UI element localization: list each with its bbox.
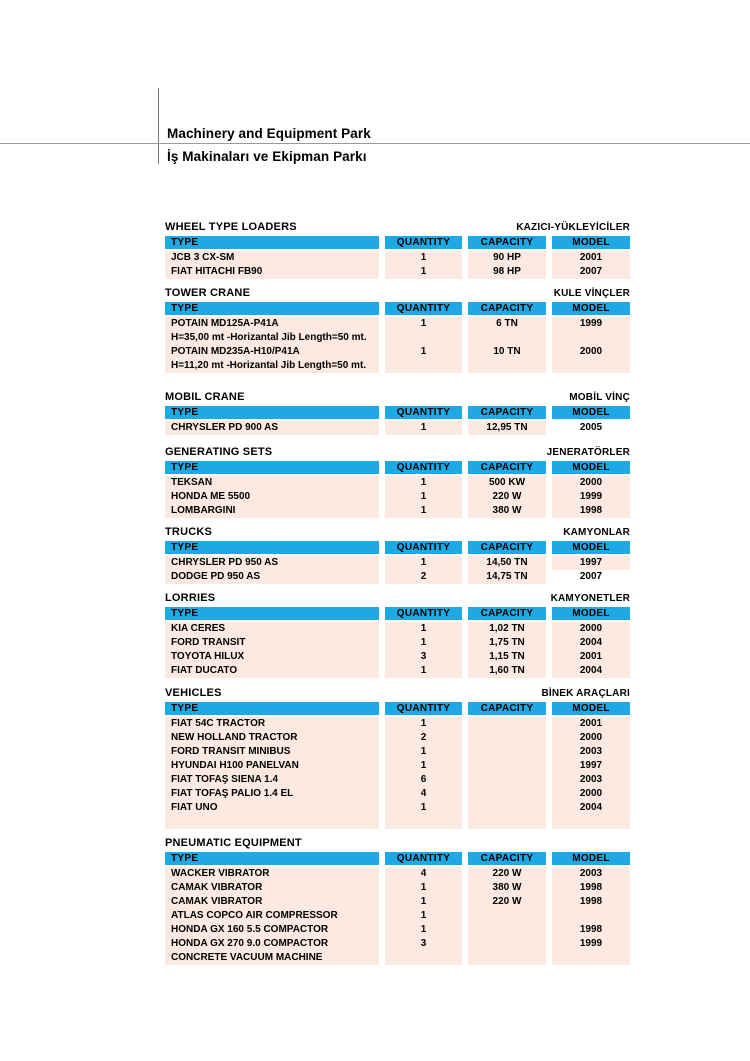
cell-quantity: 1 <box>385 476 462 490</box>
cell-type: TEKSAN <box>165 476 379 490</box>
column-header-quantity: QUANTITY <box>385 607 462 620</box>
table-header-row <box>165 236 630 249</box>
cell-model: 1998 <box>552 923 630 937</box>
cell-quantity: 1 <box>385 909 462 923</box>
column-header-model: MODEL <box>552 607 630 620</box>
table-body <box>165 421 630 435</box>
section-head <box>165 221 630 233</box>
cell-model: 2000 <box>552 787 630 801</box>
cell-model: 2004 <box>552 636 630 650</box>
cell-model <box>552 951 630 965</box>
section-title: LORRIES <box>165 592 216 604</box>
cell-quantity: 1 <box>385 490 462 504</box>
page-title-turkish: İş Makinaları ve Ekipman Parkı <box>167 149 367 164</box>
cell-quantity: 1 <box>385 556 462 570</box>
horizontal-rule <box>0 143 750 144</box>
equipment-section <box>165 526 630 584</box>
cell-type: HONDA GX 270 9.0 COMPACTOR <box>165 937 379 951</box>
column-header-quantity: QUANTITY <box>385 461 462 474</box>
cell-capacity <box>468 745 546 759</box>
cell-capacity <box>468 923 546 937</box>
cell-type: FORD TRANSIT <box>165 636 379 650</box>
column-header-model: MODEL <box>552 852 630 865</box>
table-header-row <box>165 702 630 715</box>
cell-model: 2003 <box>552 773 630 787</box>
column-header-quantity: QUANTITY <box>385 541 462 554</box>
section-title-turkish: KAMYONLAR <box>563 527 630 538</box>
equipment-section <box>165 221 630 279</box>
column-header-quantity: QUANTITY <box>385 702 462 715</box>
section-title: MOBIL CRANE <box>165 391 245 403</box>
cell-model: 2007 <box>552 265 630 279</box>
section-title: WHEEL TYPE LOADERS <box>165 221 297 233</box>
section-title: PNEUMATIC EQUIPMENT <box>165 837 302 849</box>
column-header-quantity: QUANTITY <box>385 406 462 419</box>
table-header-row <box>165 302 630 315</box>
cell-quantity: 1 <box>385 664 462 678</box>
cell-quantity: 2 <box>385 570 462 584</box>
cell-model: 1999 <box>552 317 630 345</box>
section-title: TRUCKS <box>165 526 213 538</box>
cell-quantity: 3 <box>385 650 462 664</box>
cell-capacity: 12,95 TN <box>468 421 546 435</box>
cell-model: 2007 <box>552 570 630 584</box>
column-header-capacity: CAPACITY <box>468 302 546 315</box>
section-title-turkish: KAMYONETLER <box>550 593 630 604</box>
vertical-rule <box>158 88 159 164</box>
cell-model: 2004 <box>552 801 630 815</box>
cell-type: CHRYSLER PD 900 AS <box>165 421 379 435</box>
cell-capacity <box>468 951 546 965</box>
column-header-quantity: QUANTITY <box>385 236 462 249</box>
cell-type: HYUNDAI H100 PANELVAN <box>165 759 379 773</box>
column-header-capacity: CAPACITY <box>468 702 546 715</box>
column-header-model: MODEL <box>552 461 630 474</box>
column-header-model: MODEL <box>552 702 630 715</box>
cell-quantity: 1 <box>385 717 462 731</box>
cell-model: 2000 <box>552 345 630 373</box>
cell-capacity <box>468 787 546 801</box>
section-title-turkish: BİNEK ARAÇLARI <box>541 688 630 699</box>
cell-quantity: 4 <box>385 867 462 881</box>
cell-quantity: 1 <box>385 504 462 518</box>
cell-capacity: 500 KW <box>468 476 546 490</box>
cell-capacity: 220 W <box>468 867 546 881</box>
table-body <box>165 622 630 678</box>
cell-capacity: 220 W <box>468 490 546 504</box>
column-header-model: MODEL <box>552 541 630 554</box>
cell-model: 1998 <box>552 881 630 895</box>
cell-quantity: 1 <box>385 801 462 815</box>
cell-type: CAMAK VIBRATOR <box>165 895 379 909</box>
cell-type: LOMBARGINI <box>165 504 379 518</box>
cell-capacity: 380 W <box>468 504 546 518</box>
cell-type: FIAT 54C TRACTOR <box>165 717 379 731</box>
cell-capacity: 14,50 TN <box>468 556 546 570</box>
cell-type: FIAT DUCATO <box>165 664 379 678</box>
cell-quantity: 1 <box>385 622 462 636</box>
cell-type: CONCRETE VACUUM MACHINE <box>165 951 379 965</box>
column-header-type: TYPE <box>165 541 379 554</box>
section-title-turkish: KAZICI-YÜKLEYİCİLER <box>516 222 630 233</box>
cell-capacity <box>468 773 546 787</box>
column-header-type: TYPE <box>165 406 379 419</box>
cell-model: 1999 <box>552 937 630 951</box>
cell-quantity: 1 <box>385 881 462 895</box>
equipment-note: H=35,00 mt -Horizantal Jib Length=50 mt. <box>171 332 367 343</box>
section-title: GENERATING SETS <box>165 446 273 458</box>
column-header-capacity: CAPACITY <box>468 852 546 865</box>
cell-quantity: 1 <box>385 317 462 345</box>
cell-empty <box>468 815 546 829</box>
column-header-type: TYPE <box>165 702 379 715</box>
cell-capacity: 14,75 TN <box>468 570 546 584</box>
section-head <box>165 446 630 458</box>
cell-model: 1998 <box>552 895 630 909</box>
cell-empty <box>552 815 630 829</box>
cell-model: 2005 <box>552 421 630 435</box>
cell-type: FIAT UNO <box>165 801 379 815</box>
column-header-capacity: CAPACITY <box>468 406 546 419</box>
equipment-section <box>165 687 630 829</box>
section-title: TOWER CRANE <box>165 287 251 299</box>
cell-model: 2000 <box>552 731 630 745</box>
section-title-turkish: KULE VİNÇLER <box>553 288 630 299</box>
table-body <box>165 476 630 518</box>
cell-quantity: 1 <box>385 745 462 759</box>
cell-type <box>165 317 379 345</box>
section-title-turkish: MOBİL VİNÇ <box>569 392 630 403</box>
table-header-row <box>165 541 630 554</box>
cell-model: 2003 <box>552 867 630 881</box>
equipment-note: H=11,20 mt -Horizantal Jib Length=50 mt. <box>171 360 367 371</box>
cell-model: 1999 <box>552 490 630 504</box>
cell-model: 1997 <box>552 556 630 570</box>
cell-capacity: 380 W <box>468 881 546 895</box>
table-header-row <box>165 607 630 620</box>
cell-model: 2001 <box>552 650 630 664</box>
cell-capacity: 1,60 TN <box>468 664 546 678</box>
cell-capacity <box>468 731 546 745</box>
cell-quantity: 1 <box>385 421 462 435</box>
column-header-type: TYPE <box>165 461 379 474</box>
cell-type: HONDA ME 5500 <box>165 490 379 504</box>
cell-quantity: 6 <box>385 773 462 787</box>
section-head <box>165 837 630 849</box>
cell-type: FORD TRANSIT MINIBUS <box>165 745 379 759</box>
cell-quantity: 1 <box>385 895 462 909</box>
column-header-quantity: QUANTITY <box>385 302 462 315</box>
cell-capacity: 220 W <box>468 895 546 909</box>
cell-model: 2001 <box>552 717 630 731</box>
section-head <box>165 391 630 403</box>
cell-capacity: 6 TN <box>468 317 546 345</box>
cell-quantity: 3 <box>385 937 462 951</box>
cell-capacity <box>468 717 546 731</box>
column-header-model: MODEL <box>552 406 630 419</box>
table-body <box>165 251 630 279</box>
cell-type <box>165 345 379 373</box>
cell-empty <box>385 815 462 829</box>
cell-model <box>552 909 630 923</box>
cell-capacity <box>468 801 546 815</box>
cell-quantity: 1 <box>385 345 462 373</box>
column-header-quantity: QUANTITY <box>385 852 462 865</box>
table-header-row <box>165 406 630 419</box>
cell-capacity <box>468 937 546 951</box>
cell-model: 2003 <box>552 745 630 759</box>
column-header-type: TYPE <box>165 607 379 620</box>
cell-type: FIAT HITACHI FB90 <box>165 265 379 279</box>
cell-empty <box>165 815 379 829</box>
column-header-capacity: CAPACITY <box>468 236 546 249</box>
cell-model: 2000 <box>552 622 630 636</box>
cell-quantity: 4 <box>385 787 462 801</box>
cell-type: TOYOTA HILUX <box>165 650 379 664</box>
cell-type: CHRYSLER PD 950 AS <box>165 556 379 570</box>
cell-model: 1998 <box>552 504 630 518</box>
cell-model: 2004 <box>552 664 630 678</box>
cell-quantity: 1 <box>385 251 462 265</box>
column-header-capacity: CAPACITY <box>468 607 546 620</box>
table-body <box>165 317 630 373</box>
cell-type: NEW HOLLAND TRACTOR <box>165 731 379 745</box>
equipment-section <box>165 391 630 435</box>
cell-capacity: 10 TN <box>468 345 546 373</box>
table-body <box>165 556 630 584</box>
column-header-type: TYPE <box>165 852 379 865</box>
cell-quantity: 1 <box>385 923 462 937</box>
cell-quantity <box>385 951 462 965</box>
equipment-name: POTAIN MD235A-H10/P41A <box>171 346 300 357</box>
equipment-name: POTAIN MD125A-P41A <box>171 318 279 329</box>
cell-type: KIA CERES <box>165 622 379 636</box>
column-header-capacity: CAPACITY <box>468 541 546 554</box>
equipment-section <box>165 287 630 373</box>
cell-quantity: 2 <box>385 731 462 745</box>
cell-quantity: 1 <box>385 759 462 773</box>
table-body <box>165 867 630 965</box>
cell-type: CAMAK VIBRATOR <box>165 881 379 895</box>
equipment-section <box>165 446 630 518</box>
column-header-model: MODEL <box>552 236 630 249</box>
cell-type: FIAT TOFAŞ PALIO 1.4 EL <box>165 787 379 801</box>
cell-type: DODGE PD 950 AS <box>165 570 379 584</box>
cell-quantity: 1 <box>385 265 462 279</box>
cell-type: HONDA GX 160 5.5 COMPACTOR <box>165 923 379 937</box>
section-head <box>165 287 630 299</box>
cell-capacity <box>468 759 546 773</box>
cell-model: 2001 <box>552 251 630 265</box>
section-head <box>165 592 630 604</box>
cell-capacity: 1,02 TN <box>468 622 546 636</box>
section-title: VEHICLES <box>165 687 222 699</box>
cell-type: FIAT TOFAŞ SIENA 1.4 <box>165 773 379 787</box>
section-title-turkish: JENERATÖRLER <box>546 447 630 458</box>
equipment-section <box>165 592 630 678</box>
equipment-section <box>165 837 630 965</box>
cell-type: WACKER VIBRATOR <box>165 867 379 881</box>
cell-capacity: 90 HP <box>468 251 546 265</box>
cell-capacity: 98 HP <box>468 265 546 279</box>
cell-type: JCB 3 CX-SM <box>165 251 379 265</box>
column-header-type: TYPE <box>165 302 379 315</box>
cell-quantity: 1 <box>385 636 462 650</box>
table-header-row <box>165 852 630 865</box>
section-head <box>165 687 630 699</box>
page-title-english: Machinery and Equipment Park <box>167 126 371 141</box>
table-body <box>165 717 630 829</box>
cell-model: 1997 <box>552 759 630 773</box>
section-head <box>165 526 630 538</box>
cell-capacity <box>468 909 546 923</box>
column-header-type: TYPE <box>165 236 379 249</box>
column-header-model: MODEL <box>552 302 630 315</box>
column-header-capacity: CAPACITY <box>468 461 546 474</box>
equipment-tables <box>165 221 630 973</box>
cell-type: ATLAS COPCO AIR COMPRESSOR <box>165 909 379 923</box>
cell-capacity: 1,75 TN <box>468 636 546 650</box>
cell-model: 2000 <box>552 476 630 490</box>
cell-capacity: 1,15 TN <box>468 650 546 664</box>
table-header-row <box>165 461 630 474</box>
